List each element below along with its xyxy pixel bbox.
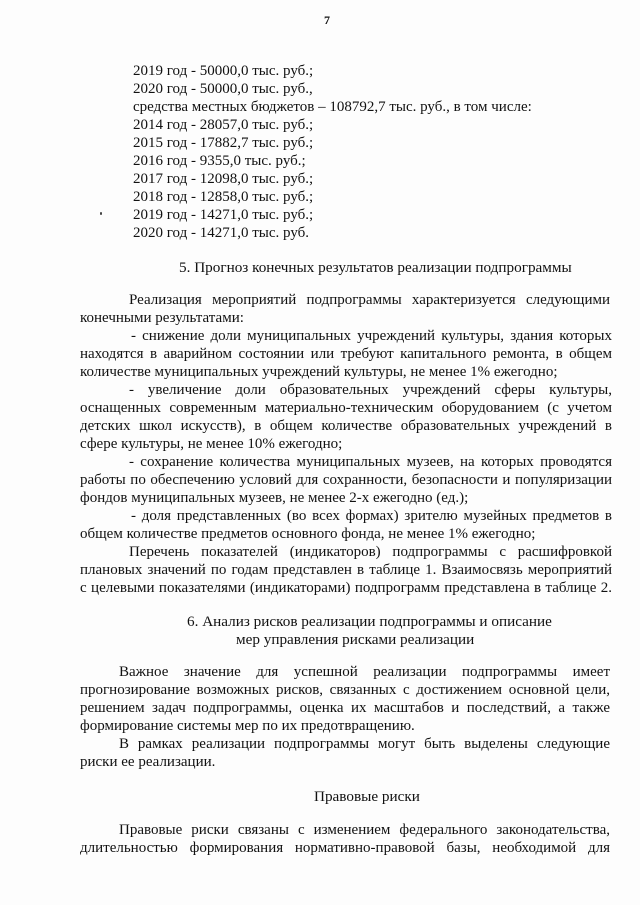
page-number: 7 [324, 13, 330, 27]
section-5-line: - сохранение количества муниципальных музеев, на которых проводятся [129, 454, 612, 470]
section-5-line: находятся в аварийном состоянии или требуют капитального ремонта, в общем [80, 346, 612, 362]
section-5-line: работы по обеспечению условий для сохранности, безопасности и популяризации [80, 472, 612, 488]
section-6-line: Важное значение для успешной реализации подпрограммы имеет [119, 664, 610, 680]
scan-speck [100, 212, 102, 215]
section-5-line: - снижение доли муниципальных учреждений культуры, здания которых [131, 328, 612, 344]
section-6-line: прогнозирование возможных рисков, связанных с достижением основной цели, [80, 682, 610, 698]
section-6-heading: мер управления рисками реализации [236, 631, 475, 648]
section-5-line: - доля представленных (во всех формах) зрителю музейных предметов в [131, 508, 612, 524]
section-5-line: оснащенных современным материально-техническим оборудованием (с учетом [80, 400, 612, 416]
section-6-line: решением задач подпрограммы, оценка их масштабов и последствий, а также [80, 700, 610, 716]
section-5-heading: 5. Прогноз конечных результатов реализации подпрограммы [179, 259, 572, 276]
section-5-line: с целевыми показателями (индикаторами) подпрограмм представлена в таблице 2. [80, 580, 612, 596]
finance-line: 2016 год - 9355,0 тыс. руб.; [133, 153, 306, 169]
finance-line: средства местных бюджетов – 108792,7 тыс. руб., в том числе: [133, 99, 532, 115]
section-5-line: сфере культуры, не менее 10% ежегодно; [80, 436, 343, 452]
legal-risks-line: длительностью формирования нормативно-правовой базы, необходимой для [80, 840, 610, 856]
finance-line: 2018 год - 12858,0 тыс. руб.; [133, 189, 314, 205]
section-5-line: - увеличение доли образовательных учреждений сферы культуры, [129, 382, 612, 398]
finance-line: 2019 год - 14271,0 тыс. руб.; [133, 207, 314, 223]
finance-line: 2020 год - 50000,0 тыс. руб., [133, 81, 313, 97]
section-5-line: общем количестве предметов основного фонда, не менее 1% ежегодно; [80, 526, 536, 542]
section-5-line: фондов муниципальных музеев, не менее 2-х ежегодно (ед.); [80, 490, 469, 506]
finance-line: 2014 год - 28057,0 тыс. руб.; [133, 117, 314, 133]
legal-risks-heading: Правовые риски [314, 788, 420, 805]
section-5-line: плановых значений по годам представлен в таблице 1. Взаимосвязь мероприятий [80, 562, 612, 578]
section-5-line: Перечень показателей (индикаторов) подпрограммы с расшифровкой [129, 544, 612, 560]
section-6-line: риски ее реализации. [80, 754, 216, 770]
finance-line: 2020 год - 14271,0 тыс. руб. [133, 225, 310, 241]
section-5-line: количестве муниципальных учреждений культуры, не менее 1% ежегодно; [80, 364, 558, 380]
finance-line: 2019 год - 50000,0 тыс. руб.; [133, 63, 314, 79]
section-6-line: В рамках реализации подпрограммы могут быть выделены следующие [119, 736, 610, 752]
finance-line: 2015 год - 17882,7 тыс. руб.; [133, 135, 314, 151]
finance-line: 2017 год - 12098,0 тыс. руб.; [133, 171, 314, 187]
legal-risks-line: Правовые риски связаны с изменением федерального законодательства, [119, 822, 610, 838]
section-6-line: формирование системы мер по их предотвращению. [80, 718, 415, 734]
section-5-line: детских школ искусств), в общем количестве образовательных учреждений в [80, 418, 612, 434]
section-5-line: Реализация мероприятий подпрограммы характеризуется следующими [129, 292, 610, 308]
section-5-line: конечными результатами: [80, 310, 244, 326]
section-6-heading: 6. Анализ рисков реализации подпрограммы и описание [187, 613, 552, 630]
